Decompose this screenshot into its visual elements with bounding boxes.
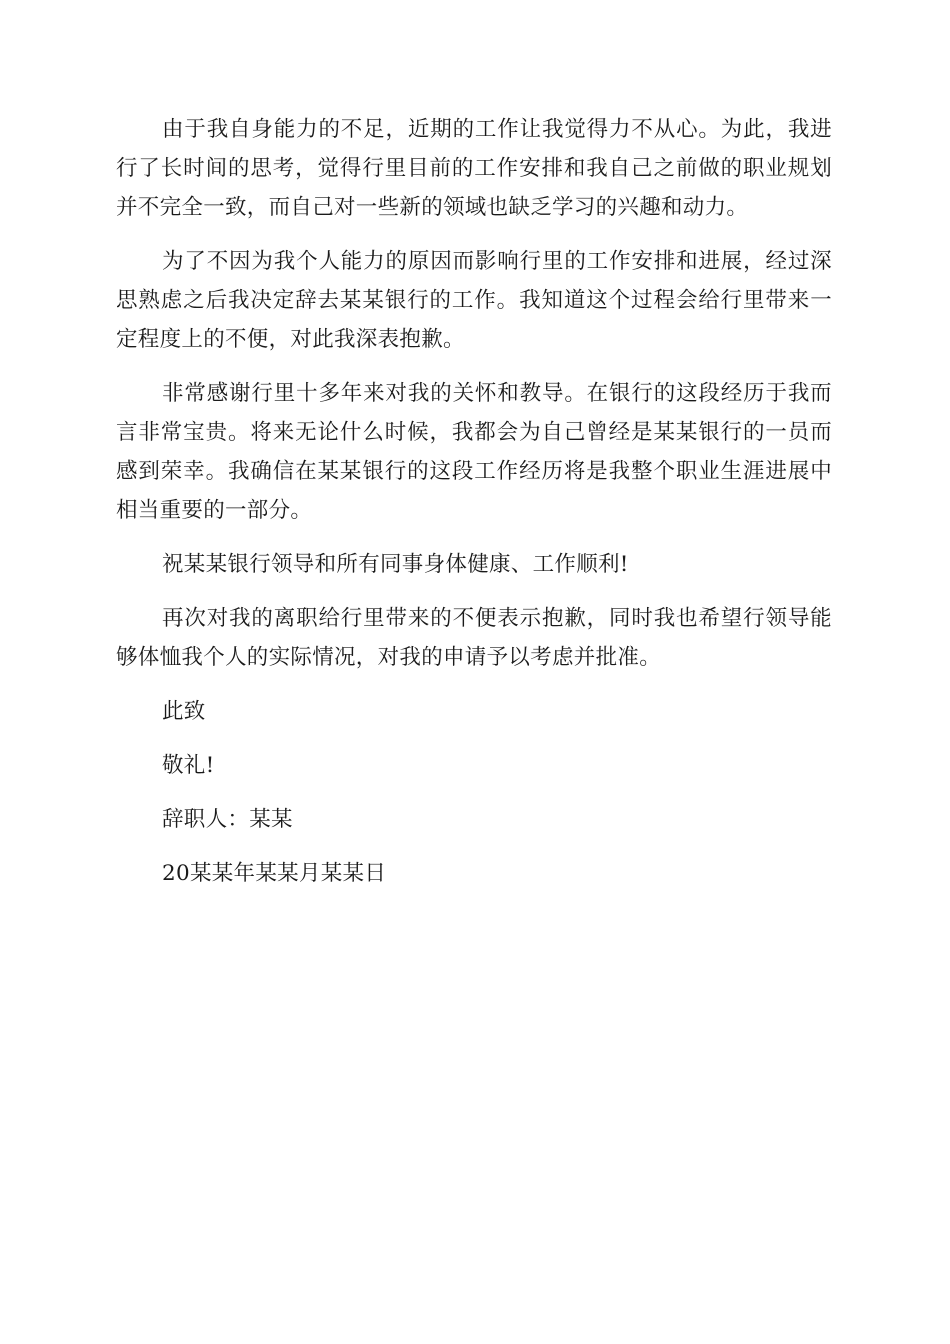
salutation: 敬礼! [162,753,215,778]
closing-phrase: 此致 [162,699,206,724]
resignation-letter-body [116,110,832,908]
paragraph-gratitude: 非常感谢行里十多年来对我的关怀和教导。在银行的这段经历于我而言非常宝贵。将来无论什么时候，我都会为自己曾经是某某银行的一员而感到荣幸。我确信在某某银行的这段工作经历将是我整个职业生涯进展中相当重要的一部分。 [116,381,832,523]
paragraph-decision: 为了不因为我个人能力的原因而影响行里的工作安排和进展，经过深思熟虑之后我决定辞去某某银行的工作。我知道这个过程会给行里带来一定程度上的不便，对此我深表抱歉。 [116,249,832,352]
paragraph-reason: 由于我自身能力的不足，近期的工作让我觉得力不从心。为此，我进行了长时间的思考，觉得行里目前的工作安排和我自己之前做的职业规划并不完全一致，而自己对一些新的领域也缺乏学习的兴趣和动力。 [116,117,832,220]
date-line: 20某某年某某月某某日 [162,861,387,886]
paragraph-apology: 再次对我的离职给行里带来的不便表示抱歉，同时我也希望行领导能够体恤我个人的实际情况，对我的申请予以考虑并批准。 [116,606,832,670]
paragraph-wishes: 祝某某银行领导和所有同事身体健康、工作顺利! [162,552,629,577]
signature-line: 辞职人：某某 [162,807,293,832]
